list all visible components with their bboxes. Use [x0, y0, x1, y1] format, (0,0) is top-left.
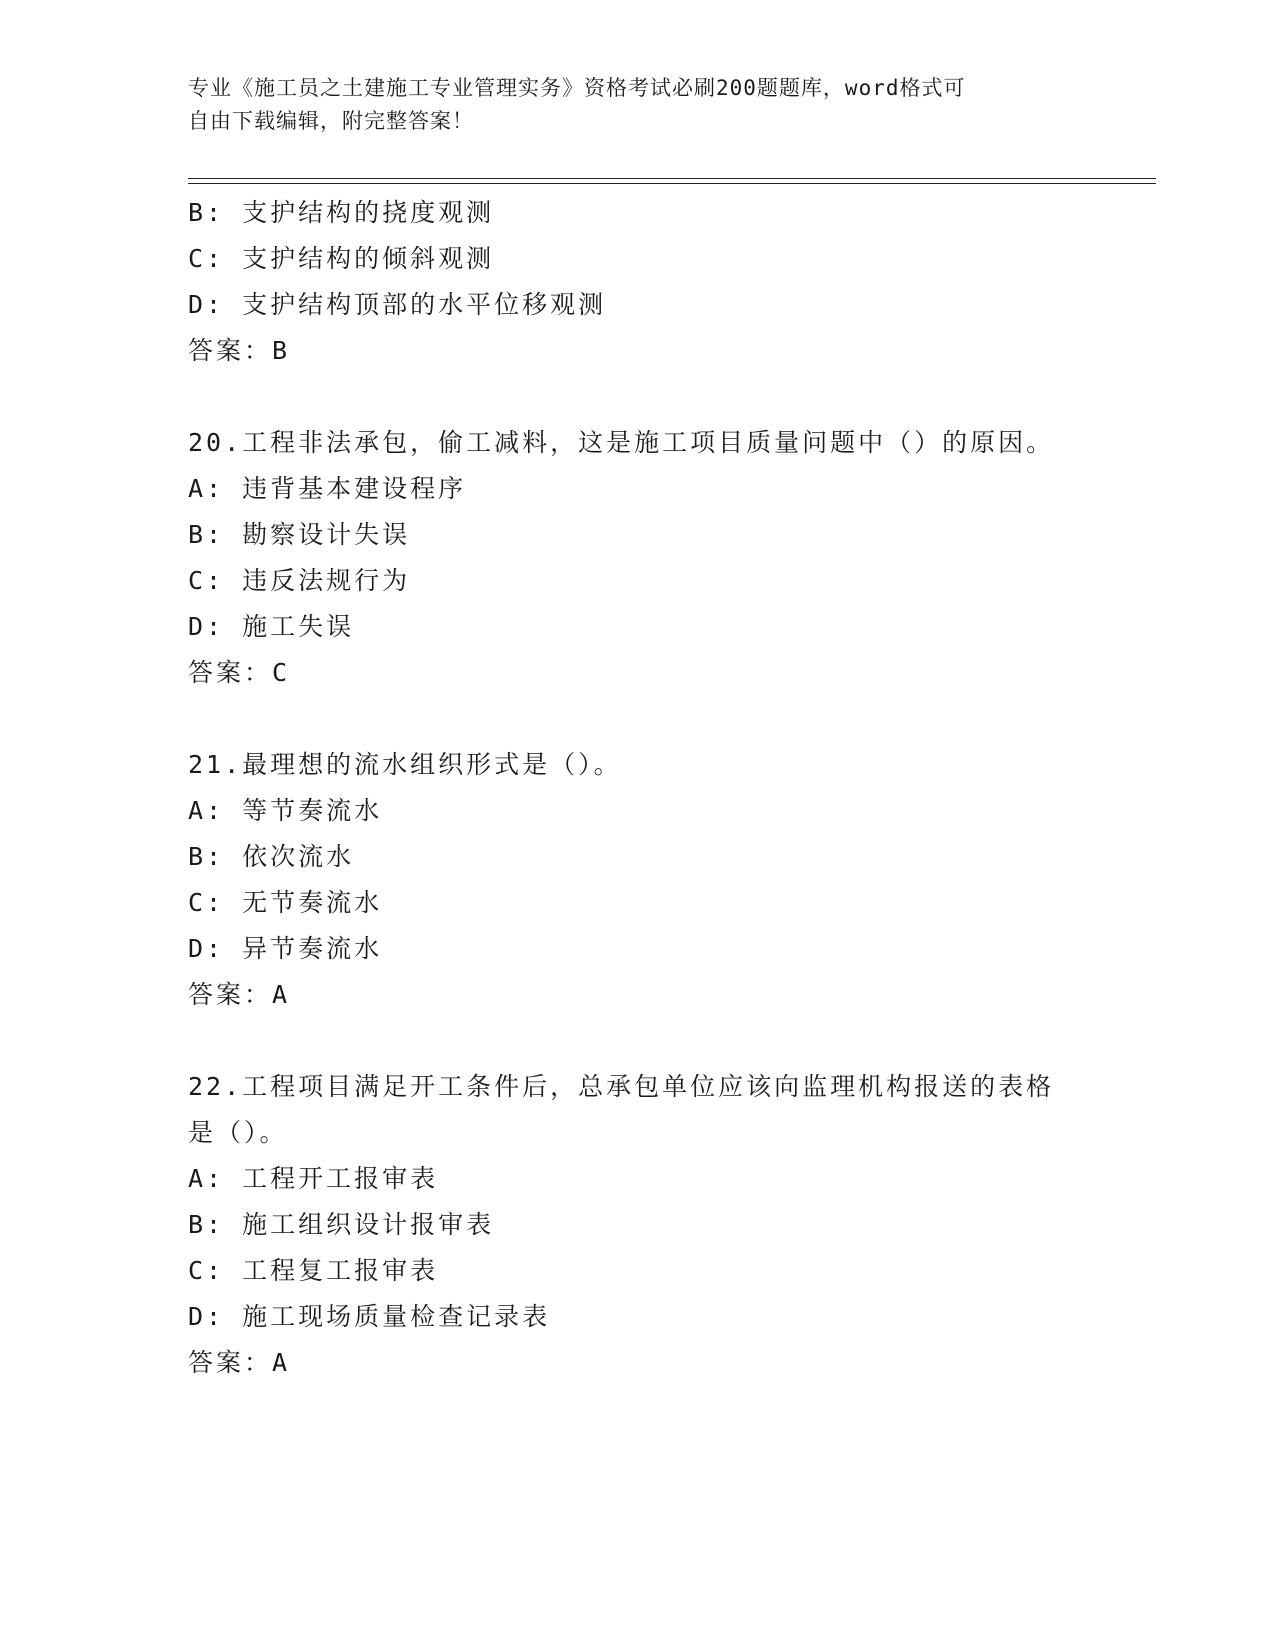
question-text: 20.工程非法承包，偷工减料，这是施工项目质量问题中（）的原因。	[188, 428, 1055, 457]
option-d: D: 施工失误	[188, 612, 355, 641]
header-divider-top	[188, 178, 1156, 179]
option-d: D: 异节奏流水	[188, 934, 383, 963]
answer: 答案：B	[188, 336, 291, 365]
option-b: B: 施工组织设计报审表	[188, 1210, 495, 1239]
option-d: D: 施工现场质量检查记录表	[188, 1302, 551, 1331]
question-text-line-1: 22.工程项目满足开工条件后，总承包单位应该向监理机构报送的表格	[188, 1072, 1055, 1101]
answer: 答案：A	[188, 1348, 291, 1377]
header-line-1: 专业《施工员之土建施工专业管理实务》资格考试必刷200题题库，word格式可	[188, 76, 966, 100]
option-c: C: 工程复工报审表	[188, 1256, 439, 1285]
header-divider-bottom	[188, 183, 1156, 184]
answer: 答案：C	[188, 658, 291, 687]
option-b: B: 依次流水	[188, 842, 355, 871]
question-text: 21.最理想的流水组织形式是（）。	[188, 750, 622, 779]
option-c: C: 无节奏流水	[188, 888, 383, 917]
question-21	[188, 742, 1088, 1018]
option-d: D: 支护结构顶部的水平位移观测	[188, 290, 607, 319]
question-list	[188, 190, 1088, 1386]
option-a: A: 工程开工报审表	[188, 1164, 439, 1193]
document-header	[188, 72, 1068, 138]
answer: 答案：A	[188, 980, 291, 1009]
question-20	[188, 420, 1088, 696]
prev-question-block	[188, 190, 1088, 374]
header-line-2: 自由下载编辑，附完整答案！	[188, 109, 474, 133]
option-c: C: 支护结构的倾斜观测	[188, 244, 495, 273]
option-a: A: 违背基本建设程序	[188, 474, 467, 503]
option-b: B: 勘察设计失误	[188, 520, 411, 549]
option-c: C: 违反法规行为	[188, 566, 411, 595]
question-text-line-2: 是（）。	[188, 1118, 288, 1147]
option-a: A: 等节奏流水	[188, 796, 383, 825]
question-22	[188, 1064, 1088, 1386]
option-b: B: 支护结构的挠度观测	[188, 198, 495, 227]
